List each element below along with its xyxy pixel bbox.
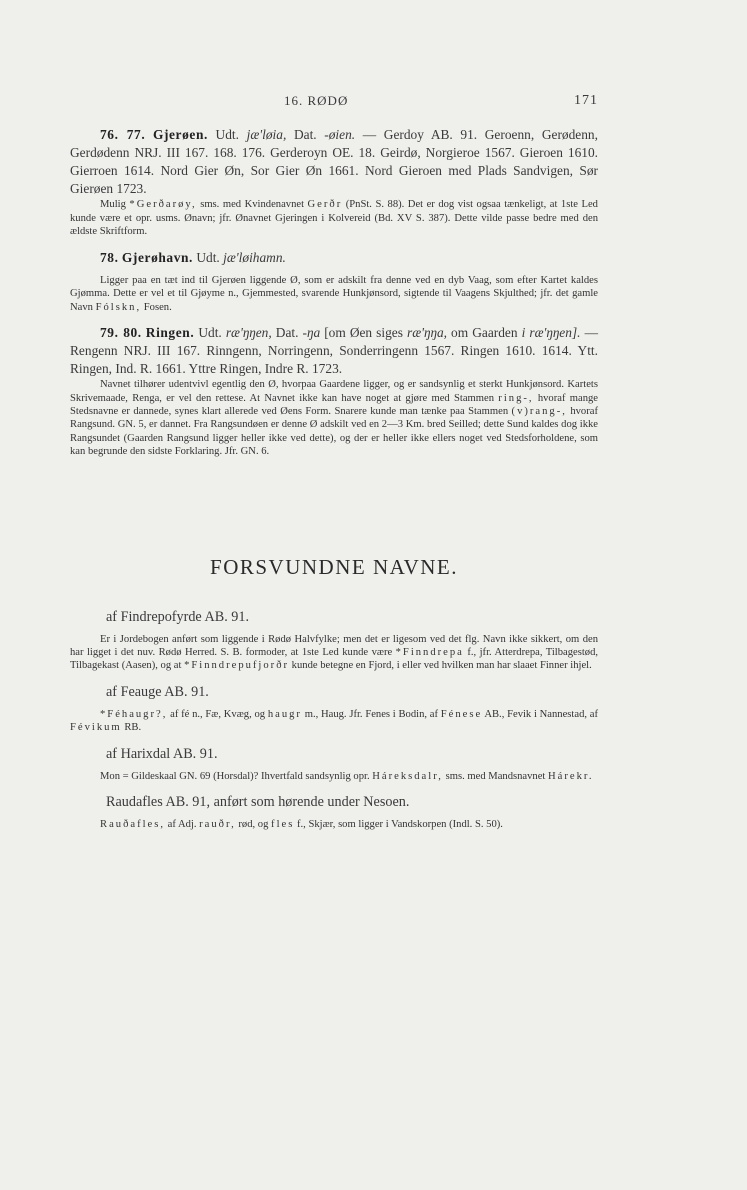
entry-number: 76. 77. [100,127,146,142]
spaced-form: Févikum [70,722,122,734]
text-segment: Udt. [194,324,226,340]
entry-headword: Ringen. [145,324,195,340]
entry-main-text [70,324,598,378]
spaced-form: Gerðr [307,199,343,211]
lost-name-text [70,818,598,831]
entry-headword: Gjerøen. [152,127,208,142]
section-title: FORSVUNDNE NAVNE. [210,554,458,579]
text-segment: Dat. [271,324,303,340]
lost-name-text [70,708,598,735]
lost-name-text [70,770,598,783]
text-segment: hvoraf Rangsund. GN. 5, er dannet. Fra Rangsundøen er denne Ø adskilt ved en 2—3 Km. bred Seilled; dette Sund kaldes dog ikke Rangsundet (Gaarden Rangsund ligger heller ikke ved dette), og der er heller ikke ellers noget ved Stedsforholdene, som kan begrunde den sidste Forklaring. Jfr. GN. 6. [70,406,598,458]
lost-name-heading: af Findrepofyrde AB. 91. [106,608,250,625]
spaced-form: Rauðafles, [100,819,166,831]
lost-name-entry [70,745,598,783]
text-segment: af fé n., Fæ, Kvæg, og [167,708,268,720]
lost-name-text [70,633,598,673]
pronunciation: ræ'ŋŋa, [407,324,447,340]
text-segment: [om Øen siges [320,324,408,340]
entry-main-text [70,126,598,198]
entry-number: 78. [100,249,119,265]
text-segment: Dat. [286,127,325,142]
text-segment: Ligger paa en tæt ind til Gjerøen liggende Ø, som er adskilt fra denne ved en dyb Vaag, som efter Kartet kaldes Gjømma. Dette er vel et til Gjøyme n., Gjemmested, svarende Hunkjønsord, sigtende til Vaagens Skjulthed; jfr. det gamle Navn [70,274,598,313]
entry-note [70,378,598,458]
text-segment: sms. med Kvindenavnet [196,199,308,211]
text-segment: m., Haug. Jfr. Fenes i Bodin, af [301,708,441,720]
spaced-form: *Finndrepufjorðr [184,660,290,672]
pronunciation: jæ'løihamn. [223,249,286,265]
page-body [70,126,598,831]
entry-ringen [70,324,598,459]
spaced-form: *Gerðarøy, [129,199,197,211]
text-segment: rød, og [235,819,272,831]
lost-name-entry [70,683,598,735]
entry-note [70,274,598,314]
text-segment: Udt. [207,127,247,142]
spaced-form: Háreksdalr, [372,770,443,782]
text-segment: — Gerdoy AB. 91. Geroenn, Gerødenn, Gerdødenn NRJ. III 167. 168. 176. Gerderoyn OE. 18. Geirdø, Norgieroe 1567. Gieroen 1610. Gierroen 1614. Nord Gier Øn, Sor Gier Øn 1661. Nord Gieroen med Plads Sandvigen, Sør Gierøen 1723. [70,127,598,197]
entry-note [70,198,598,238]
text-segment: om Gaarden [447,324,522,340]
spaced-form: ring-, [498,392,534,404]
text-segment: Fosen. [141,301,172,313]
spaced-form: rauðr, [199,819,236,831]
text-segment: af Adj. [165,819,200,831]
text-segment: sms. med Mandsnavnet [442,770,548,782]
entry-gjerohavn [70,249,598,314]
text-segment: Navnet tilhører udentvivl egentlig den Ø, hvorpaa Gaardene ligger, og er sandsynlig et sterkt Hunkjønsord. Kartets Skrivemaade, Renga, er vel den rettese. At Navnet ikke kan have noget at gjøre med Stammen [70,379,598,404]
text-segment: Udt. [193,249,224,265]
page-number: 171 [574,93,598,108]
spaced-form: fles [271,819,295,831]
spaced-form: Fénese [440,708,483,720]
spaced-form: Hárekr. [548,770,594,782]
pronunciation: jæ'løia, [246,127,287,142]
text-segment: kunde betegne en Fjord, i eller ved hvilken man har slaaet Finner ihjel. [289,660,592,672]
text-segment: hvoraf mange Stedsnavne er dannede, synes klart allerede ved Øens Form. Snarere kunde man tænke paa Stammen [70,392,598,417]
text-segment: Mon = Gildeskaal GN. 69 (Horsdal)? Ihvertfald sandsynlig opr. [100,770,373,782]
lost-name-heading: af Feauge AB. 91. [106,683,209,700]
text-segment: — Rengenn NRJ. III 167. Rinngenn, Norringenn, Sonderringenn 1567. Ringen 1610. 1614. Ytt. Ringen, Ind. R. 1661. Yttre Ringen, Indre R. 1723. [70,324,598,377]
spaced-form: haugr [267,708,302,720]
entry-main-text [70,249,598,267]
text-segment: Er i Jordebogen anført som liggende i Rødø Halvfylke; men det er ligesom ved det flg. Navn ikke sikkert, om den har ligget i det nuv. Rødø Herred. S. B. formoder, at 1ste Led kunde være [70,633,598,659]
pronunciation: -ŋa [302,324,321,340]
entry-gjeroen [70,126,598,239]
pronunciation: ræ'ŋŋen, [225,324,272,340]
spaced-form: *Féhaugr?, [100,708,168,720]
text-segment: AB., Fevik i Nannestad, af [482,708,599,720]
entry-headword: Gjerøhavn. [121,249,193,265]
lost-name-entry [70,793,598,831]
spaced-form: Fólskn, [95,301,142,313]
text-segment: (PnSt. S. 88). Det er dog vist ogsaa tænkeligt, at 1ste Led kunde være et opr. usms. Ønavn; jfr. Ønavnet Gjeringen i Kolvereid (Bd. XV S. 387). Dette vilde passe bedre med den ældste Skriftform. [70,199,598,238]
lost-name-heading: af Harixdal AB. 91. [106,745,218,762]
text-segment: Mulig [100,199,130,211]
text-segment: f., jfr. Atterdrepa, Tilbagestød, Tilbagekast (Aasen), og at [70,647,599,672]
pronunciation: i ræ'ŋŋen]. [521,324,581,340]
lost-name-heading: Raudafles AB. 91, anført som hørende under Nesoen. [106,794,410,811]
running-head: 16. RØDØ [284,93,349,108]
pronunciation: -øien. [324,127,356,142]
lost-name-entry [70,608,598,673]
entry-number: 79. 80. [100,324,142,340]
spaced-form: (v)rang-, [511,406,567,417]
text-segment: f., Skjær, som ligger i Vandskorpen (Indl. S. 50). [294,819,503,831]
spaced-form: *Finndrepa [395,647,464,659]
text-segment: RB. [121,722,142,734]
